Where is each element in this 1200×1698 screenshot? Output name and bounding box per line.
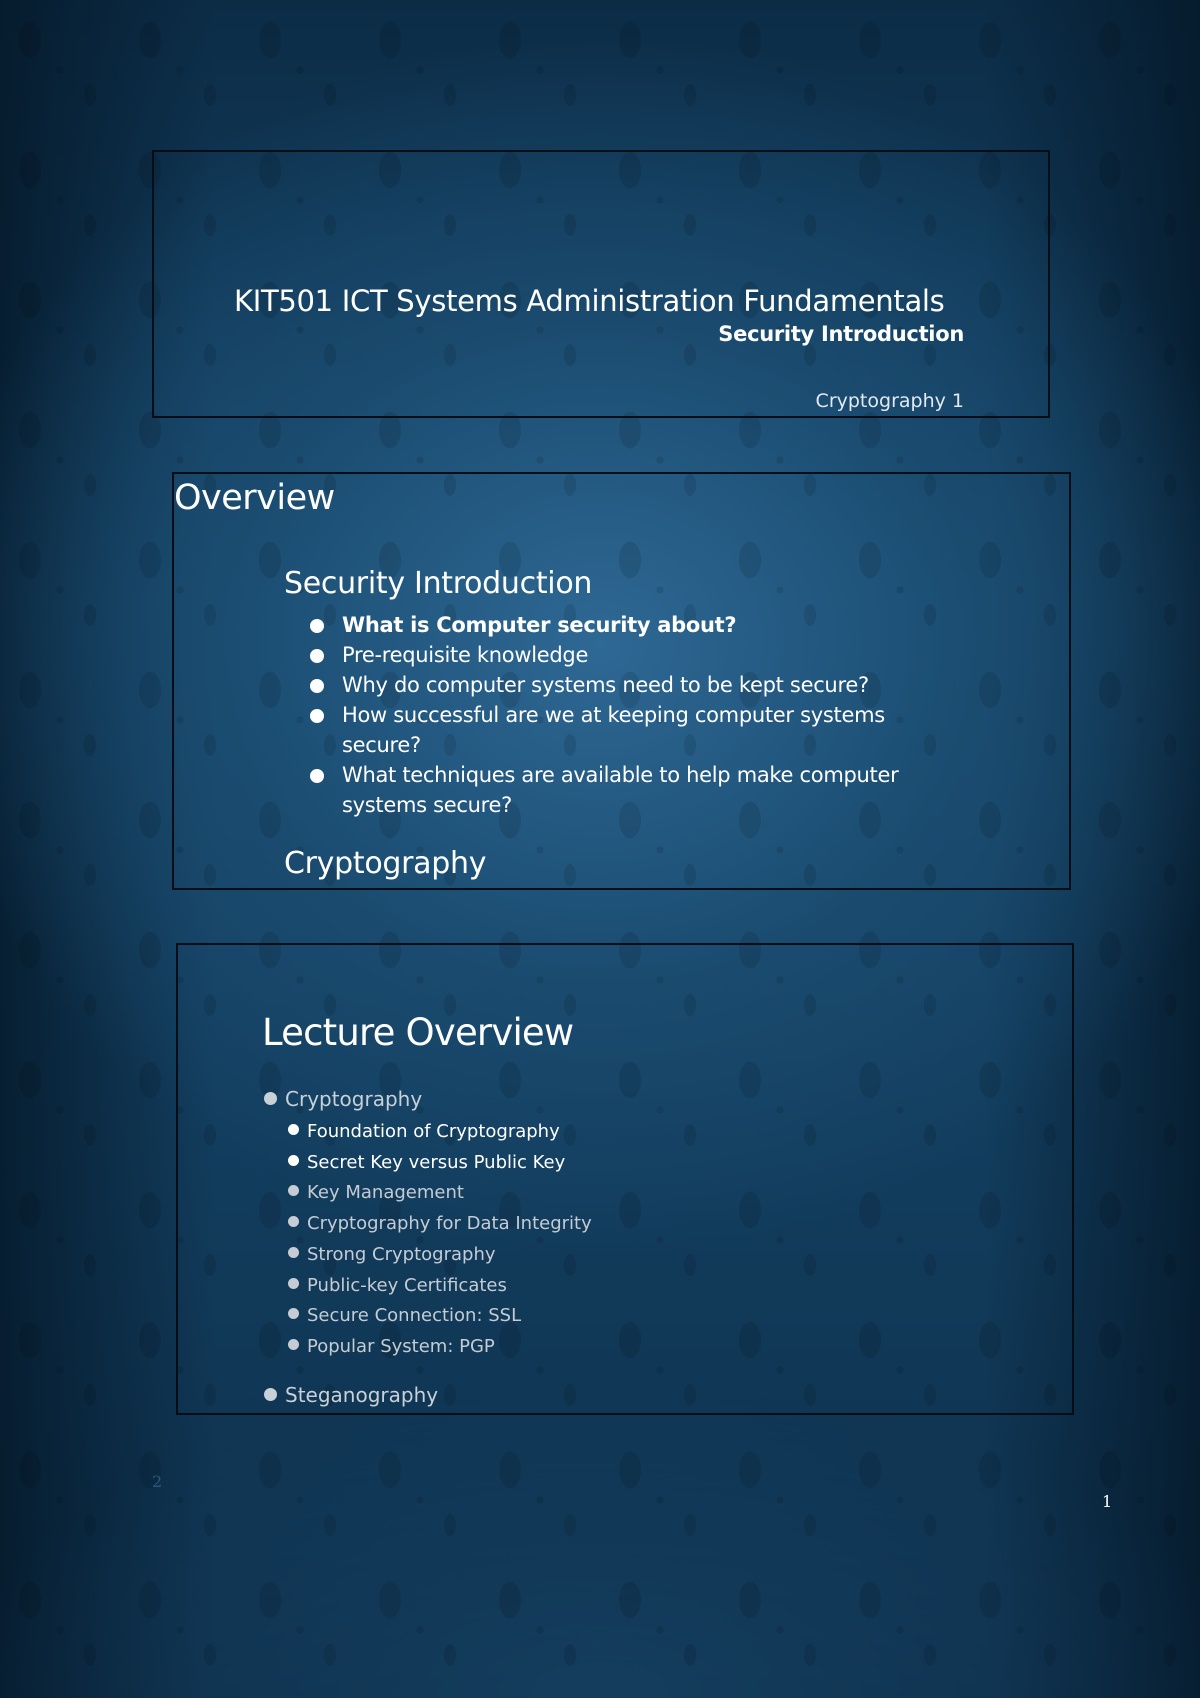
section-security-introduction: Security Introduction [284,566,593,601]
page-number: 1 [1102,1492,1113,1511]
list-item: Key Management [288,1178,592,1209]
bullet-icon [310,769,324,783]
cryptography-subtopics [288,1117,592,1363]
list-item: What is Computer security about? [310,610,950,640]
bullet-icon [310,619,324,633]
list-item: How successful are we at keeping computer systems secure? [310,700,950,760]
list-item: Secret Key versus Public Key [288,1148,592,1179]
security-bullet-list [310,610,950,820]
bullet-icon [288,1247,299,1258]
slide-label: Cryptography 1 [815,390,964,412]
list-item: Why do computer systems need to be kept secure? [310,670,950,700]
list-item: Public-key Certificates [288,1271,592,1302]
section-cryptography: Cryptography [284,846,487,881]
lecture-subtitle: Security Introduction [718,322,964,346]
bullet-icon [288,1155,299,1166]
bullet-icon [264,1092,277,1105]
bullet-icon [310,649,324,663]
bullet-icon [288,1308,299,1319]
list-item: Cryptography for Data Integrity [288,1209,592,1240]
bullet-icon [288,1339,299,1350]
lecture-overview-slide [176,943,1074,1415]
overview-title: Overview [174,478,335,518]
lecture-overview-title: Lecture Overview [262,1011,574,1054]
list-item: Popular System: PGP [288,1332,592,1363]
top-level-item-cryptography: Cryptography [264,1087,422,1111]
slide-number: 2 [152,1472,163,1491]
bullet-icon [288,1124,299,1135]
bullet-icon [288,1216,299,1227]
list-item: What techniques are available to help make computer systems secure? [310,760,950,820]
course-title: KIT501 ICT Systems Administration Fundamentals [234,284,945,318]
title-slide [152,150,1050,418]
list-item: Pre-requisite knowledge [310,640,950,670]
list-item: Foundation of Cryptography [288,1117,592,1148]
list-item: Strong Cryptography [288,1240,592,1271]
overview-slide [172,472,1071,890]
bullet-icon [288,1278,299,1289]
bullet-icon [310,709,324,723]
list-item: Secure Connection: SSL [288,1301,592,1332]
bullet-icon [264,1388,277,1401]
bullet-icon [310,679,324,693]
bullet-icon [288,1185,299,1196]
top-level-item-steganography: Steganography [264,1383,438,1407]
